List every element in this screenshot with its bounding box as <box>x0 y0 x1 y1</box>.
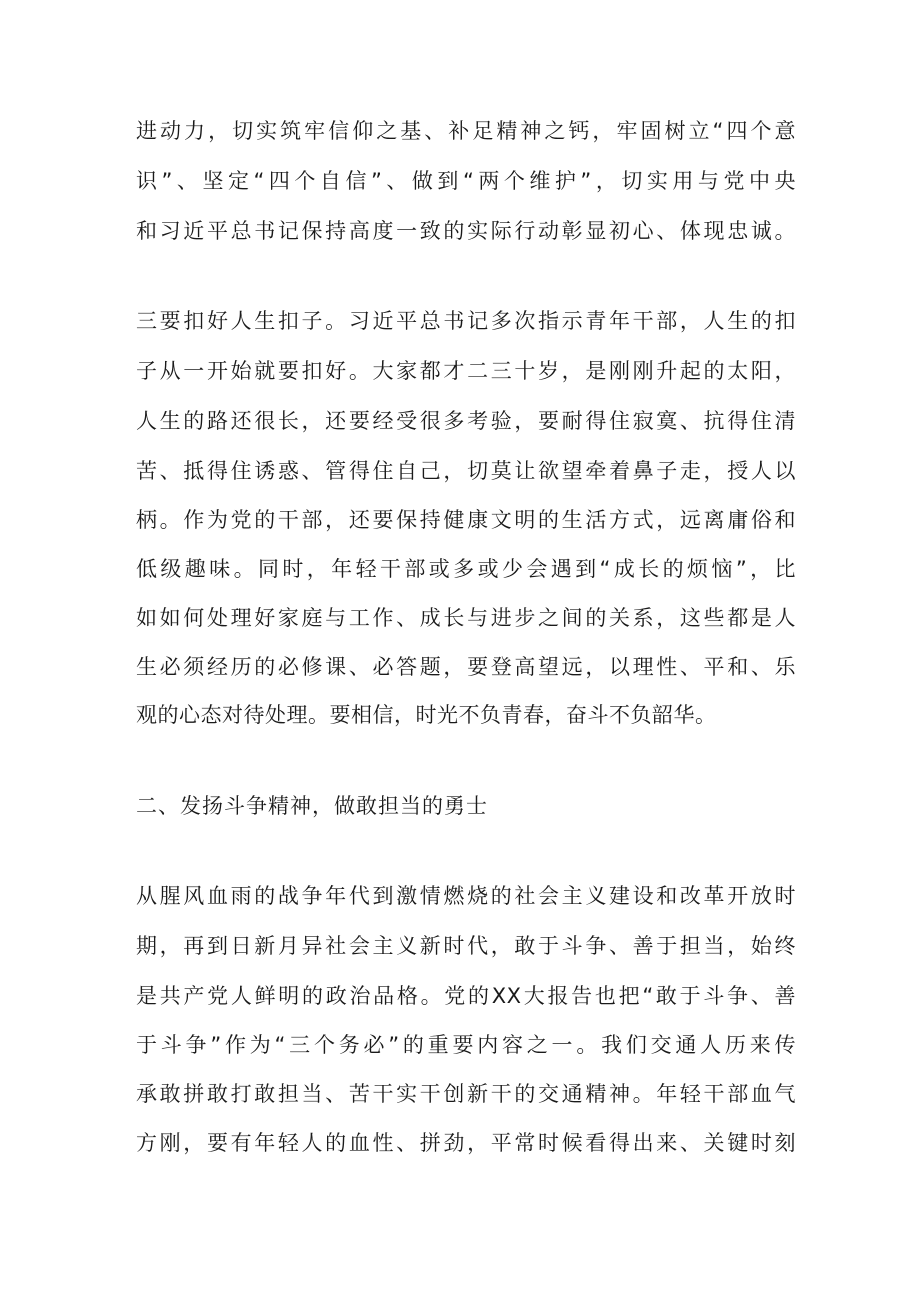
text-line: 于斗争”作为“三个务必”的重要内容之一。我们交通人历来传 <box>136 1033 796 1057</box>
text-line: 期，再到日新月异社会主义新时代，敢于斗争、善于担当，始终 <box>136 934 796 958</box>
text-line: 子从一开始就要扣好。大家都才二三十岁，是刚刚升起的太阳， <box>136 359 796 383</box>
section-heading: 二、发扬斗争精神，做敢担当的勇士 <box>136 794 488 818</box>
text-line: 苦、抵得住诱惑、管得住自己，切莫让欲望牵着鼻子走，授人以 <box>136 459 796 483</box>
text-line: 如如何处理好家庭与工作、成长与进步之间的关系，这些都是人 <box>136 606 796 630</box>
text-line: 柄。作为党的干部，还要保持健康文明的生活方式，远离庸俗和 <box>136 508 796 532</box>
text-line: 生必须经历的必修课、必答题，要登高望远，以理性、平和、乐 <box>136 655 796 679</box>
text-line: 三要扣好人生扣子。习近平总书记多次指示青年干部，人生的扣 <box>136 309 796 333</box>
text-line: 进动力，切实筑牢信仰之基、补足精神之钙，牢固树立“四个意 <box>136 119 796 143</box>
text-line: 低级趣味。同时，年轻干部或多或少会遇到“成长的烦恼”，比 <box>136 557 796 581</box>
text-line: 观的心态对待处理。要相信，时光不负青春，奋斗不负韶华。 <box>136 703 717 727</box>
text-line: 方刚，要有年轻人的血性、拼劲，平常时候看得出来、关键时刻 <box>136 1131 796 1155</box>
text-line: 人生的路还很长，还要经受很多考验，要耐得住寂寞、抗得住清 <box>136 409 796 433</box>
text-line: 从腥风血雨的战争年代到激情燃烧的社会主义建设和改革开放时 <box>136 884 796 908</box>
text-line: 识”、坚定“四个自信”、做到“两个维护”，切实用与党中央 <box>136 169 796 193</box>
text-line: 和习近平总书记保持高度一致的实际行动彰显初心、体现忠诚。 <box>136 219 796 243</box>
text-line: 承敢拼敢打敢担当、苦干实干创新干的交通精神。年轻干部血气 <box>136 1082 796 1106</box>
text-line: 是共产党人鲜明的政治品格。党的XX大报告也把“敢于斗争、善 <box>136 984 796 1008</box>
